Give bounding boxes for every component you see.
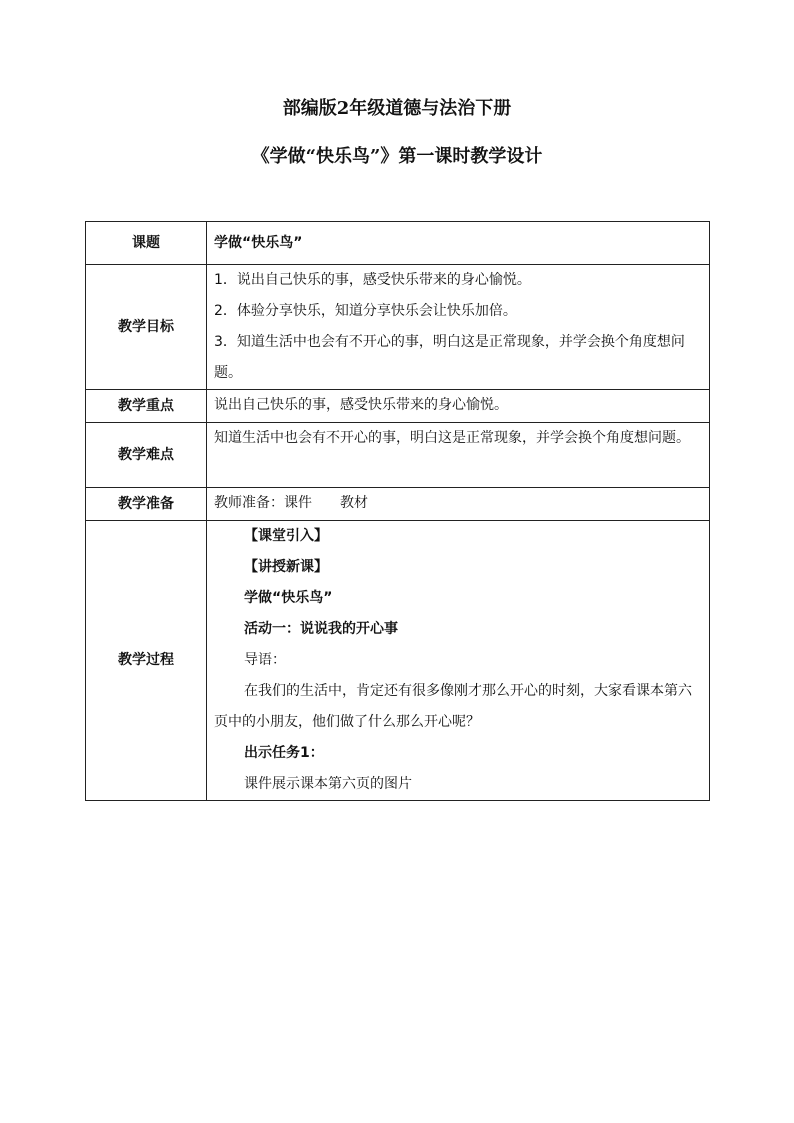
goal-item: 2．体验分享快乐，知道分享快乐会让快乐加倍。 xyxy=(214,303,517,319)
document-title: 部编版2年级道德与法治下册 xyxy=(282,98,512,119)
table-row-preparation xyxy=(86,488,710,521)
difficulties-label: 教学难点 xyxy=(86,423,207,488)
goal-item: 1．说出自己快乐的事，感受快乐带来的身心愉悦。 xyxy=(214,272,531,288)
table-row-process xyxy=(86,521,710,801)
process-guide-text: 在我们的生活中，肯定还有很多像刚才那么开心的时刻，大家看课本第六页中的小朋友，他们做了什么那么开心呢？ xyxy=(214,683,692,730)
goal-item: 3．知道生活中也会有不开心的事，明白这是正常现象，并学会换个角度想问题。 xyxy=(214,334,685,381)
topic-value: 学做“快乐鸟” xyxy=(207,222,710,265)
key-points-label: 教学重点 xyxy=(86,390,207,423)
process-guide-label: 导语： xyxy=(244,652,286,668)
preparation-teacher: 教师准备：课件 xyxy=(214,495,312,511)
table-row-difficulties xyxy=(86,423,710,488)
key-points-value: 说出自己快乐的事，感受快乐带来的身心愉悦。 xyxy=(207,390,710,423)
preparation-materials: 教材 xyxy=(340,495,368,511)
document-subtitle: 《学做“快乐鸟”》第一课时教学设计 xyxy=(251,146,543,167)
process-new-lesson-heading: 【讲授新课】 xyxy=(244,559,328,575)
lesson-plan-table xyxy=(85,221,710,801)
process-activity: 活动一：说说我的开心事 xyxy=(244,621,398,637)
process-label: 教学过程 xyxy=(86,521,207,801)
process-intro-heading: 【课堂引入】 xyxy=(244,528,328,544)
table-row-topic xyxy=(86,222,710,265)
process-subtitle: 学做“快乐鸟” xyxy=(244,590,333,606)
process-task: 出示任务1： xyxy=(244,745,324,761)
preparation-value xyxy=(207,488,710,521)
goals-label: 教学目标 xyxy=(86,265,207,390)
difficulties-value: 知道生活中也会有不开心的事，明白这是正常现象，并学会换个角度想问题。 xyxy=(207,423,710,488)
topic-label: 课题 xyxy=(86,222,207,265)
table-row-key-points xyxy=(86,390,710,423)
process-task-text: 课件展示课本第六页的图片 xyxy=(244,776,412,792)
document-header xyxy=(0,98,794,168)
table-row-goals xyxy=(86,265,710,390)
goals-content xyxy=(207,265,710,390)
preparation-label: 教学准备 xyxy=(86,488,207,521)
process-content xyxy=(207,521,710,801)
